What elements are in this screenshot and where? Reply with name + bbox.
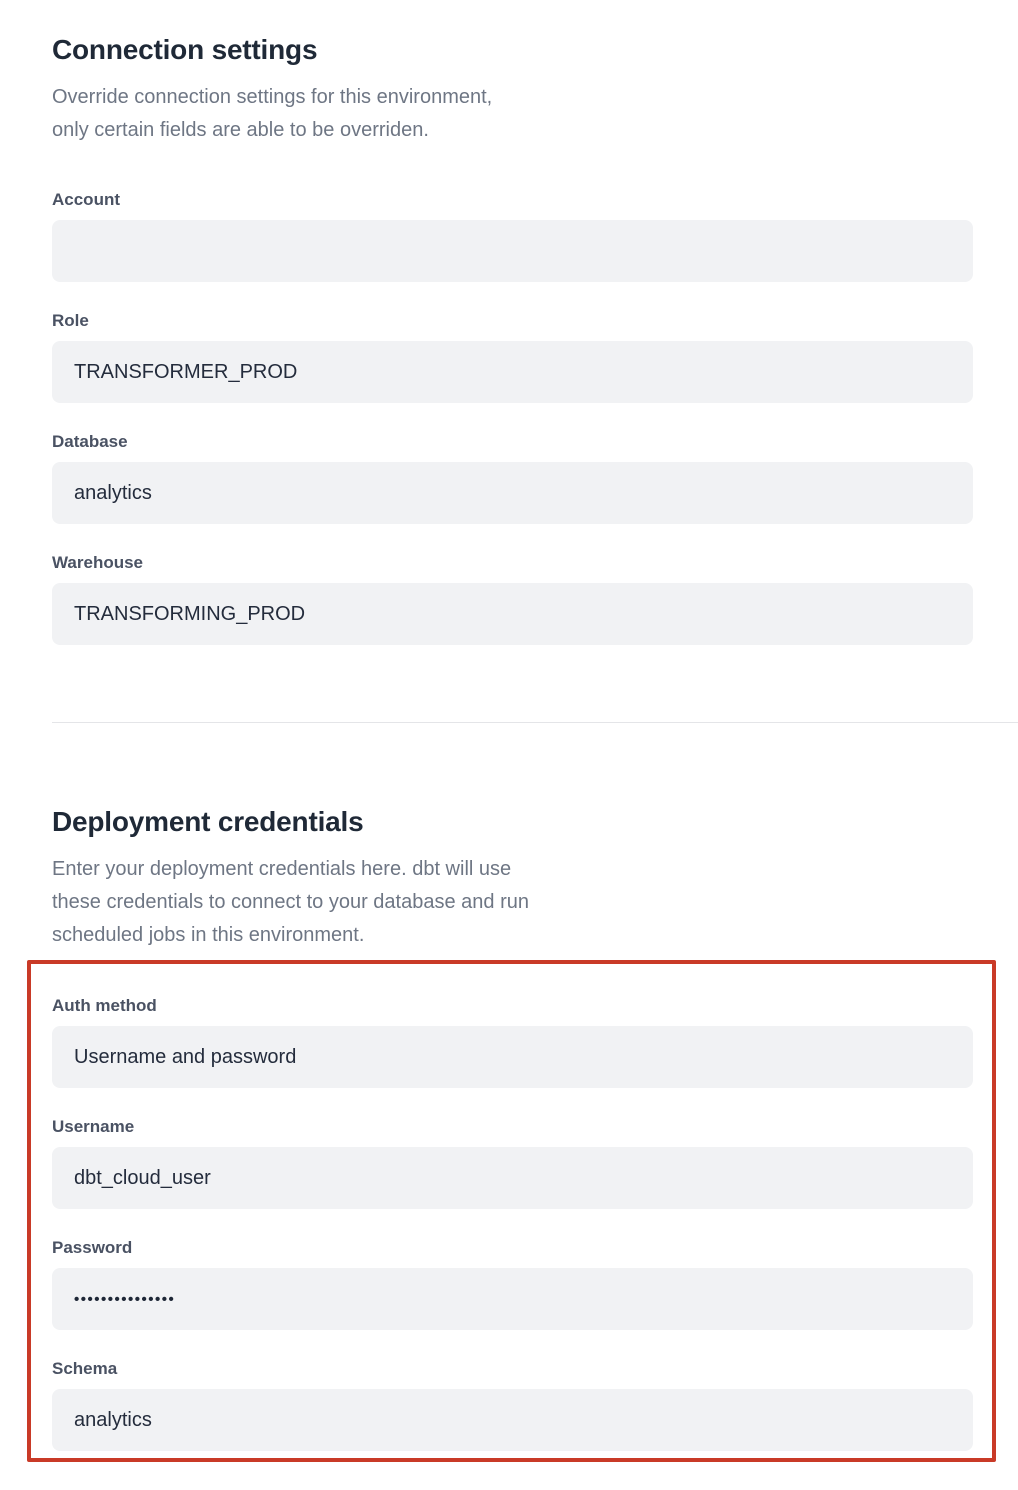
connection-settings-description bbox=[52, 81, 973, 147]
schema-label: Schema bbox=[52, 1359, 118, 1378]
deployment-credentials-section bbox=[52, 807, 973, 952]
auth-method-label: Auth method bbox=[52, 996, 157, 1015]
warehouse-input[interactable] bbox=[52, 583, 973, 645]
field-group-role bbox=[52, 310, 973, 403]
database-value: analytics bbox=[74, 481, 152, 504]
password-input[interactable] bbox=[52, 1268, 973, 1330]
description-line: scheduled jobs in this environment. bbox=[52, 924, 365, 946]
account-input[interactable] bbox=[52, 220, 973, 282]
schema-value: analytics bbox=[74, 1408, 152, 1431]
username-input[interactable] bbox=[52, 1147, 973, 1209]
database-label: Database bbox=[52, 432, 128, 451]
description-line: Override connection settings for this environment, bbox=[52, 86, 493, 108]
role-value: TRANSFORMER_PROD bbox=[74, 360, 298, 383]
connection-settings-title: Connection settings bbox=[52, 34, 318, 65]
description-line: Enter your deployment credentials here. dbt will use bbox=[52, 858, 512, 880]
role-label: Role bbox=[52, 311, 89, 330]
warehouse-label: Warehouse bbox=[52, 553, 144, 572]
field-group-password bbox=[52, 1237, 973, 1330]
field-group-auth-method bbox=[52, 995, 973, 1088]
connection-settings-section bbox=[52, 35, 973, 645]
account-label: Account bbox=[52, 190, 120, 209]
field-group-schema bbox=[52, 1358, 973, 1451]
credentials-highlight-box bbox=[27, 960, 996, 1462]
deployment-credentials-description bbox=[52, 853, 973, 952]
username-value: dbt_cloud_user bbox=[74, 1166, 211, 1189]
password-label: Password bbox=[52, 1238, 133, 1257]
role-input[interactable] bbox=[52, 341, 973, 403]
auth-method-select[interactable] bbox=[52, 1026, 973, 1088]
database-input[interactable] bbox=[52, 462, 973, 524]
section-divider bbox=[52, 722, 1018, 723]
connection-settings-form bbox=[52, 189, 973, 645]
field-group-account bbox=[52, 189, 973, 282]
field-group-warehouse bbox=[52, 552, 973, 645]
field-group-username bbox=[52, 1116, 973, 1209]
warehouse-value: TRANSFORMING_PROD bbox=[74, 602, 306, 625]
username-label: Username bbox=[52, 1117, 135, 1136]
password-masked-value: ••••••••••••••• bbox=[74, 1290, 176, 1308]
auth-method-value: Username and password bbox=[74, 1045, 297, 1068]
description-line: these credentials to connect to your database and run bbox=[52, 891, 529, 913]
deployment-credentials-title: Deployment credentials bbox=[52, 806, 364, 837]
description-line: only certain fields are able to be overriden. bbox=[52, 119, 429, 141]
schema-input[interactable] bbox=[52, 1389, 973, 1451]
field-group-database bbox=[52, 431, 973, 524]
